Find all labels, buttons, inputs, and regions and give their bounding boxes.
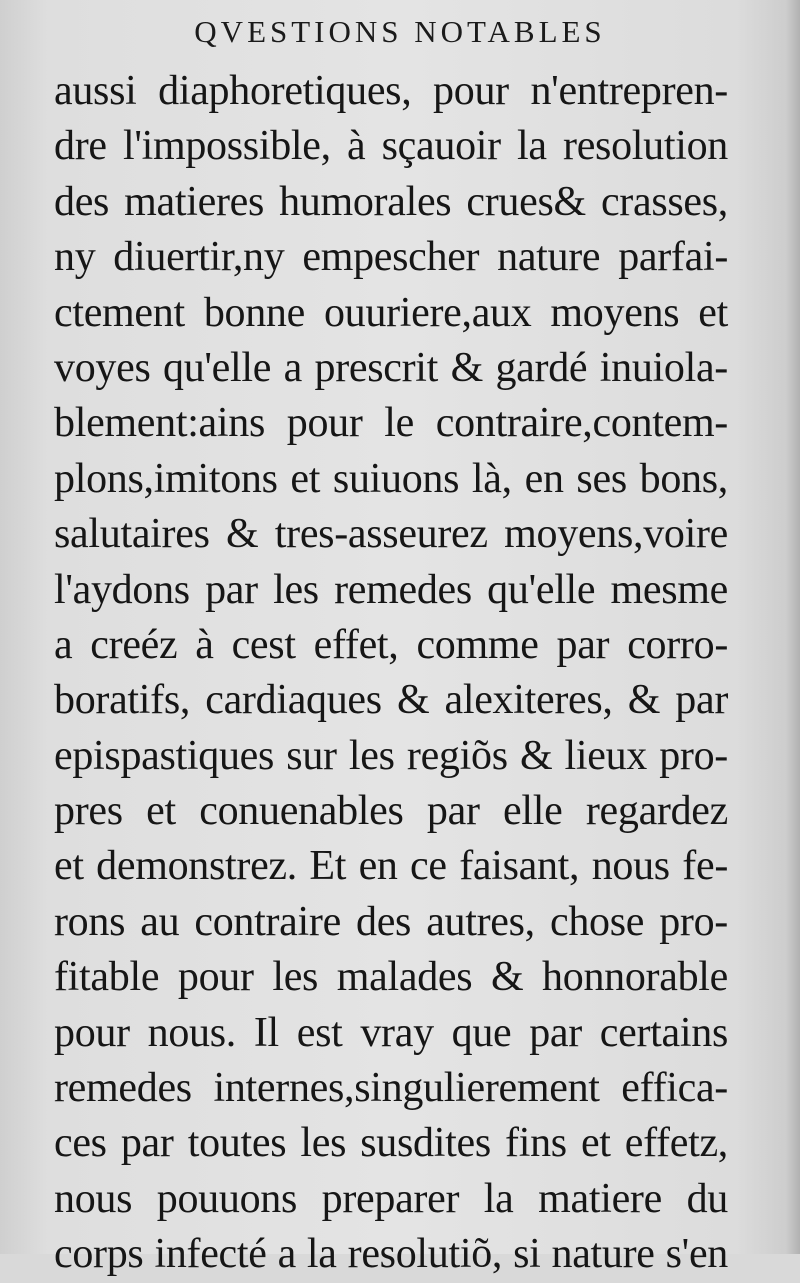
- body-text: [54, 64, 728, 1283]
- text-line: voyes qu'elle a prescrit & gardé inuiola-: [54, 344, 728, 391]
- text-line: fitable pour les malades & honnorable: [54, 954, 728, 1001]
- running-head: QVESTIONS NOTABLES: [194, 14, 606, 49]
- text-line: corps infecté a la resolutiõ, si nature s'en: [54, 1231, 728, 1278]
- text-line: salutaires & tres-asseurez moyens,voire: [54, 511, 728, 558]
- text-line: dre l'impossible, à sçauoir la resolution: [54, 123, 728, 170]
- text-line: rons au contraire des autres, chose pro-: [54, 898, 728, 945]
- text-line: aussi diaphoretiques, pour n'entrepren-: [54, 68, 728, 114]
- text-line: a creéz à cest effet, comme par corro-: [54, 621, 728, 668]
- text-line: ctement bonne ouuriere,aux moyens et: [54, 289, 728, 336]
- text-line: ces par toutes les susdites fins et effetz,: [54, 1120, 728, 1167]
- text-line: blement:ains pour le contraire,contem-: [54, 400, 728, 447]
- text-line: des matieres humorales crues& crasses,: [54, 178, 728, 225]
- text-line: l'aydons par les remedes qu'elle mesme: [54, 566, 728, 613]
- text-line: nous pouuons preparer la matiere du: [54, 1175, 728, 1222]
- text-line: pour nous. Il est vray que par certains: [54, 1009, 728, 1056]
- text-line: remedes internes,singulierement effica-: [54, 1065, 728, 1112]
- text-line: boratifs, cardiaques & alexiteres, & par: [54, 677, 728, 724]
- text-line: plons,imitons et suiuons là, en ses bons,: [54, 455, 728, 502]
- text-line: pres et conuenables par elle regardez: [54, 788, 728, 835]
- text-line: epispastiques sur les regiõs & lieux pro-: [54, 732, 728, 779]
- text-line: et demonstrez. Et en ce faisant, nous fe-: [54, 843, 728, 890]
- text-line: ny diuertir,ny empescher nature parfai-: [54, 234, 728, 281]
